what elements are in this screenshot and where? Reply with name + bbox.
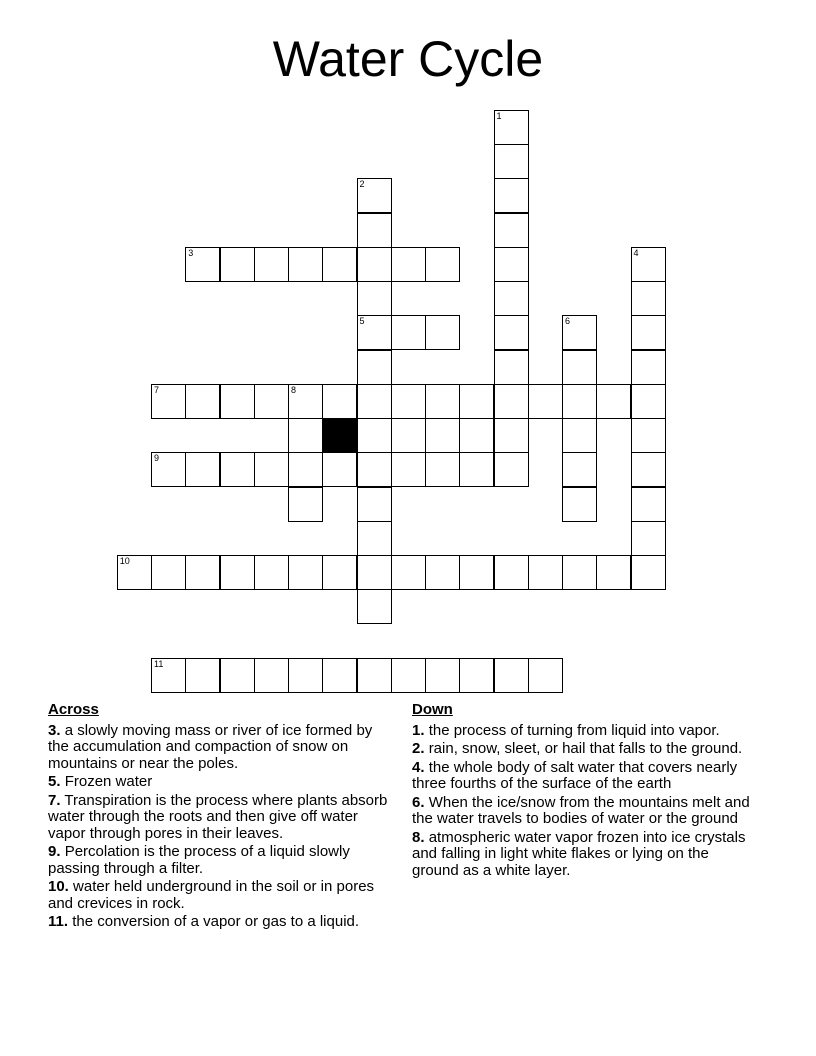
across-heading: Across: [48, 701, 99, 718]
grid-cell[interactable]: [631, 350, 666, 385]
grid-cell[interactable]: [631, 247, 666, 282]
grid-cell[interactable]: [151, 384, 186, 419]
grid-cell[interactable]: [494, 555, 529, 590]
grid-cell[interactable]: [254, 247, 289, 282]
grid-cell[interactable]: [562, 555, 597, 590]
grid-cell[interactable]: [322, 384, 357, 419]
clue-number-label: 8: [291, 384, 297, 395]
clue-item: [412, 830, 757, 880]
clue-number-label: 6: [565, 316, 571, 327]
clue-number-label: 3: [188, 247, 194, 258]
clue-number: 1.: [412, 721, 425, 739]
grid-cell[interactable]: [117, 555, 152, 590]
clue-number-label: 1: [496, 110, 502, 121]
grid-cell[interactable]: [631, 555, 666, 590]
grid-cell[interactable]: [494, 247, 529, 282]
grid-cell[interactable]: [357, 487, 392, 522]
grid-cell[interactable]: [220, 452, 255, 487]
grid-cell[interactable]: [391, 555, 426, 590]
clue-number: 3.: [48, 721, 61, 739]
grid-cell[interactable]: [459, 418, 494, 453]
grid-cell[interactable]: [494, 315, 529, 350]
clue-number-label: 9: [154, 453, 160, 464]
clue-item: [48, 774, 393, 791]
grid-cell[interactable]: [220, 658, 255, 693]
clue-item: [412, 741, 757, 758]
clue-number: 11.: [48, 913, 69, 930]
clue-text: the process of turning from liquid into vapor.: [428, 721, 720, 739]
grid-cell[interactable]: [631, 418, 666, 453]
grid-cell[interactable]: [151, 452, 186, 487]
clue-number: 8.: [412, 828, 425, 846]
grid-cell[interactable]: [391, 452, 426, 487]
grid-cell[interactable]: [631, 384, 666, 419]
grid-cell[interactable]: [562, 487, 597, 522]
clue-text: Frozen water: [64, 773, 153, 790]
clue-item: [48, 723, 393, 773]
grid-cell[interactable]: [631, 452, 666, 487]
grid-cell[interactable]: [459, 452, 494, 487]
clue-number-label: 10: [119, 556, 130, 566]
grid-cell[interactable]: [494, 384, 529, 419]
grid-cell[interactable]: [391, 247, 426, 282]
grid-cell[interactable]: [494, 658, 529, 693]
clue-item: [412, 795, 757, 828]
down-heading: Down: [412, 701, 453, 718]
grid-cell[interactable]: [596, 555, 631, 590]
clue-text: Percolation is the process of a liquid slowly passing through a filter.: [48, 843, 350, 877]
grid-cell[interactable]: [357, 384, 392, 419]
clue-number: 6.: [412, 793, 425, 811]
down-clues: [412, 702, 757, 881]
clue-item: [48, 914, 393, 931]
clue-text: the conversion of a vapor or gas to a liquid.: [72, 913, 360, 930]
grid-cell[interactable]: [528, 658, 563, 693]
grid-cell[interactable]: [185, 555, 220, 590]
clue-number: 4.: [412, 758, 425, 776]
grid-cell[interactable]: [631, 521, 666, 556]
clue-item: [412, 723, 757, 740]
clue-text: atmospheric water vapor frozen into ice crystals and falling in light white flakes or lying on the ground as a white layer.: [412, 828, 746, 879]
grid-cell[interactable]: [391, 315, 426, 350]
clue-number: 5.: [48, 773, 61, 790]
grid-cell[interactable]: [185, 452, 220, 487]
grid-cell[interactable]: [185, 247, 220, 282]
grid-cell[interactable]: [528, 384, 563, 419]
grid-cell[interactable]: [357, 247, 392, 282]
grid-cell[interactable]: [220, 555, 255, 590]
grid-cell[interactable]: [425, 555, 460, 590]
grid-cell[interactable]: [220, 384, 255, 419]
grid-cell[interactable]: [494, 178, 529, 213]
grid-cell[interactable]: [391, 658, 426, 693]
grid-cell[interactable]: [288, 418, 323, 453]
clue-number-label: 4: [633, 247, 639, 258]
clue-number-label: 11: [154, 658, 164, 669]
grid-cell[interactable]: [494, 110, 529, 145]
grid-cell[interactable]: [562, 418, 597, 453]
grid-cell[interactable]: [357, 315, 392, 350]
grid-cell[interactable]: [425, 315, 460, 350]
clue-item: [48, 844, 393, 877]
clue-text: rain, snow, sleet, or hail that falls to the ground.: [428, 740, 743, 757]
grid-cell[interactable]: [357, 521, 392, 556]
grid-cell[interactable]: [494, 213, 529, 248]
clue-number-label: 7: [154, 384, 160, 395]
grid-cell[interactable]: [562, 384, 597, 419]
grid-cell[interactable]: [459, 384, 494, 419]
grid-cell[interactable]: [528, 555, 563, 590]
grid-cell[interactable]: [288, 487, 323, 522]
clue-text: Transpiration is the process where plants absorb water through the roots and then give off water vapor through pores in their leaves.: [48, 791, 388, 842]
grid-cell[interactable]: [254, 384, 289, 419]
grid-cell[interactable]: [494, 281, 529, 316]
clue-item: [412, 760, 757, 793]
grid-cell[interactable]: [459, 658, 494, 693]
grid-cell[interactable]: [357, 213, 392, 248]
grid-cell[interactable]: [288, 555, 323, 590]
clue-item: [48, 879, 393, 912]
grid-cell[interactable]: [254, 555, 289, 590]
grid-cell[interactable]: [425, 418, 460, 453]
grid-cell[interactable]: [322, 452, 357, 487]
clue-text: When the ice/snow from the mountains melt and the water travels to bodies of water or the ground: [412, 793, 750, 827]
grid-cell[interactable]: [459, 555, 494, 590]
clue-number-label: 5: [359, 316, 365, 327]
grid-cell[interactable]: [425, 247, 460, 282]
grid-cell[interactable]: [562, 315, 597, 350]
grid-cell[interactable]: [254, 452, 289, 487]
grid-cell[interactable]: [357, 555, 392, 590]
grid-cell[interactable]: [357, 350, 392, 385]
across-clues: [48, 702, 393, 933]
grid-cell[interactable]: [357, 589, 392, 624]
grid-cell[interactable]: [357, 658, 392, 693]
grid-cell[interactable]: [357, 418, 392, 453]
grid-cell[interactable]: [494, 418, 529, 453]
clue-number: 9.: [48, 843, 61, 860]
clue-text: a slowly moving mass or river of ice formed by the accumulation and compaction of snow on mountains or near the poles.: [48, 721, 373, 772]
grid-cell[interactable]: [631, 315, 666, 350]
grid-cell[interactable]: [357, 281, 392, 316]
grid-cell[interactable]: [357, 178, 392, 213]
grid-cell[interactable]: [631, 487, 666, 522]
grid-cell[interactable]: [357, 452, 392, 487]
grid-cell[interactable]: [254, 658, 289, 693]
clue-number: 10.: [48, 878, 69, 895]
grid-cell[interactable]: [494, 452, 529, 487]
grid-cell[interactable]: [288, 658, 323, 693]
clue-number-label: 2: [359, 179, 365, 190]
across-list: [48, 723, 393, 931]
clue-text: water held underground in the soil or in pores and crevices in rock.: [48, 878, 375, 912]
grid-cell[interactable]: [391, 384, 426, 419]
grid-block: [322, 418, 357, 453]
grid-cell[interactable]: [322, 658, 357, 693]
clue-number: 7.: [48, 791, 61, 809]
clue-number: 2.: [412, 740, 425, 757]
grid-cell[interactable]: [220, 247, 255, 282]
grid-cell[interactable]: [322, 247, 357, 282]
grid-cell[interactable]: [494, 350, 529, 385]
grid-cell[interactable]: [631, 281, 666, 316]
grid-cell[interactable]: [288, 247, 323, 282]
down-list: [412, 723, 757, 880]
clue-text: the whole body of salt water that covers nearly three fourths of the surface of the earth: [412, 758, 738, 792]
grid-cell[interactable]: [562, 452, 597, 487]
grid-cell[interactable]: [185, 384, 220, 419]
clue-item: [48, 793, 393, 843]
grid-cell[interactable]: [596, 384, 631, 419]
grid-cell[interactable]: [185, 658, 220, 693]
grid-cell[interactable]: [151, 658, 186, 693]
grid-cell[interactable]: [322, 555, 357, 590]
grid-cell[interactable]: [494, 144, 529, 179]
grid-cell[interactable]: [425, 384, 460, 419]
puzzle-title: Water Cycle: [272, 31, 544, 87]
grid-cell[interactable]: [425, 658, 460, 693]
grid-cell[interactable]: [391, 418, 426, 453]
grid-cell[interactable]: [425, 452, 460, 487]
grid-cell[interactable]: [562, 350, 597, 385]
grid-cell[interactable]: [288, 384, 323, 419]
grid-cell[interactable]: [151, 555, 186, 590]
grid-cell[interactable]: [288, 452, 323, 487]
